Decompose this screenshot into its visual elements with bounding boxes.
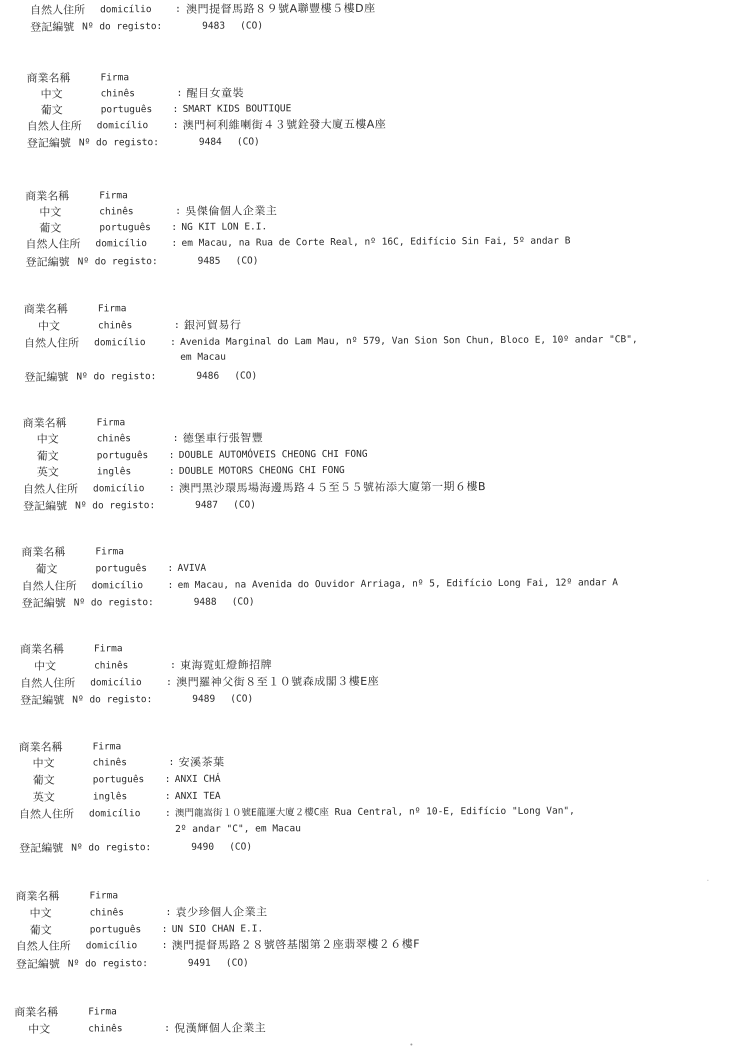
registo-code: (CO) — [229, 841, 253, 853]
firma-label-pt: Firma — [93, 643, 123, 655]
firma-label-pt: Firma — [92, 741, 122, 753]
colon: : — [172, 119, 179, 131]
firma-label-zh: 商業名稱 — [21, 545, 66, 559]
portugues-value: SMART KIDS BOUTIQUE — [182, 103, 292, 115]
firma-label-pt: Firma — [89, 890, 119, 902]
registo-code: (CO) — [233, 499, 257, 511]
colon: : — [164, 773, 171, 786]
portugues-label-zh: 葡文 — [39, 221, 62, 235]
chines-value: 醒目女童裝 — [186, 86, 245, 100]
chines-value: 德堡車行張智豐 — [182, 431, 264, 445]
chines-value: 安溪茶葉 — [178, 755, 225, 769]
portugues-label-zh: 葡文 — [36, 449, 59, 463]
registo-label-pt: Nº do registo: — [75, 500, 156, 512]
registo-label-zh: 登記編號 — [21, 596, 66, 610]
domicilio-value: em Macau, na Rua de Corte Real, nº 16C, Edifício Sin Fai, 5º andar B — [181, 235, 571, 249]
firma-label-zh: 商業名稱 — [15, 889, 60, 903]
registo-label-pt: Nº do registo: — [72, 694, 153, 706]
domicilio-label-pt: domicílio — [100, 4, 152, 16]
domicilio-label-pt: domicílio — [92, 483, 145, 495]
chines-value: 袁少珍個人企業主 — [175, 905, 268, 919]
registo-number: 9484 — [198, 136, 222, 148]
portugues-label-pt: português — [99, 222, 151, 234]
colon: : — [166, 676, 172, 688]
portugues-value: NG KIT LON E.I. — [181, 221, 268, 233]
domicilio-label-pt: domicílio — [94, 337, 146, 349]
ingles-value: DOUBLE MOTORS CHEONG CHI FONG — [178, 464, 345, 477]
registo-label-pt: Nº do registo: — [82, 21, 163, 33]
colon: : — [170, 659, 176, 671]
chines-label-pt: chinês — [92, 757, 128, 769]
domicilio-value: 澳門黑沙環馬場海邊馬路４５至５５號祐添大廈第一期６樓B — [178, 480, 487, 495]
ingles-label-pt: inglês — [96, 466, 132, 478]
colon: : — [161, 923, 168, 936]
registo-number: 9488 — [193, 596, 217, 608]
domicilio-value: 澳門羅神父街８至１０號森成閣３樓E座 — [176, 674, 380, 689]
colon: : — [167, 562, 174, 574]
scan-speck — [707, 880, 708, 881]
ingles-label-zh: 英文 — [36, 465, 59, 479]
colon: : — [172, 103, 179, 115]
firma-label-pt: Firma — [95, 546, 125, 558]
colon: : — [164, 790, 171, 803]
domicilio-value-continued: em Macau — [180, 351, 226, 363]
domicilio-value: em Macau, na Avenida do Ouvidor Arriaga, nº 5, Edifício Long Fai, 12º andar A — [177, 577, 619, 591]
domicilio-value: Avenida Marginal do Lam Mau, nº 579, Van Sion Son Chun, Bloco E, 10º andar "CB", — [180, 334, 638, 348]
ingles-label-zh: 英文 — [32, 790, 55, 804]
chines-label-zh: 中文 — [39, 205, 62, 219]
registo-label-zh: 登記編號 — [23, 499, 68, 513]
firma-label-zh: 商業名稱 — [23, 302, 68, 316]
registo-label-pt: Nº do registo: — [76, 371, 157, 383]
colon: : — [170, 336, 176, 348]
chines-label-pt: chinês — [97, 320, 133, 332]
chines-label-zh: 中文 — [34, 659, 57, 673]
registo-label-pt: Nº do registo: — [77, 256, 158, 268]
scan-speck — [410, 1044, 412, 1046]
domicilio-label-zh: 自然人住所 — [25, 237, 81, 251]
registo-label-zh: 登記編號 — [20, 693, 65, 707]
domicilio-label-pt: domicílio — [90, 677, 142, 689]
colon: : — [171, 237, 178, 249]
chines-value: 倪漢輝個人企業主 — [174, 1021, 267, 1035]
domicilio-value: 澳門柯利維喇街４３號銓發大廈五樓A座 — [182, 117, 387, 132]
firma-label-zh: 商業名稱 — [18, 740, 63, 754]
colon: : — [176, 87, 183, 99]
registo-label-zh: 登記編號 — [25, 255, 70, 269]
domicilio-label-zh: 自然人住所 — [30, 3, 86, 17]
portugues-value: UN SIO CHAN E.I. — [171, 923, 264, 935]
registo-label-pt: Nº do registo: — [71, 842, 152, 854]
colon: : — [168, 465, 175, 477]
colon: : — [164, 807, 171, 820]
domicilio-value: 澳門提督馬路８９號A聯豐樓５樓D座 — [186, 1, 376, 16]
colon: : — [168, 449, 175, 461]
chines-label-pt: chinês — [89, 907, 124, 919]
firma-label-pt: Firma — [96, 417, 126, 429]
registo-label-zh: 登記編號 — [24, 370, 69, 384]
chines-label-pt: chinês — [94, 660, 129, 672]
portugues-label-pt: português — [95, 563, 147, 575]
chines-label-zh: 中文 — [37, 319, 61, 333]
registo-number: 9490 — [191, 841, 215, 853]
domicilio-label-zh: 自然人住所 — [24, 336, 80, 350]
chines-label-zh: 中文 — [29, 906, 52, 920]
firma-label-pt: Firma — [99, 190, 128, 202]
domicilio-label-pt: domicílio — [91, 580, 144, 592]
registo-label-zh: 登記編號 — [19, 841, 64, 855]
firma-label-zh: 商業名稱 — [25, 189, 70, 203]
registo-code: (CO) — [231, 596, 255, 608]
domicilio-value-continued: 2º andar "C", em Macau — [175, 823, 301, 835]
registo-number: 9483 — [202, 20, 226, 32]
colon: : — [173, 319, 180, 331]
registo-code: (CO) — [236, 136, 260, 148]
colon: : — [168, 756, 175, 768]
firma-label-zh: 商業名稱 — [26, 71, 71, 85]
registo-number: 9487 — [195, 499, 219, 511]
registo-code: (CO) — [230, 693, 254, 705]
registo-label-zh: 登記編號 — [30, 20, 75, 34]
registo-code: (CO) — [225, 957, 249, 969]
firma-label-zh: 商業名稱 — [14, 1005, 59, 1019]
portugues-value: DOUBLE AUTOMÓVEIS CHEONG CHI FONG — [178, 448, 368, 461]
chines-value: 東海霓虹燈飾招牌 — [180, 658, 273, 672]
chines-label-zh: 中文 — [36, 432, 59, 446]
domicilio-value: 澳門龍嵩街１０號E龍運大廈２樓C座 Rua Central, nº 10-E, Edifício "Long Van", — [174, 805, 575, 819]
portugues-label-zh: 葡文 — [40, 103, 63, 117]
ingles-label-pt: inglês — [92, 791, 128, 803]
registo-label-pt: Nº do registo: — [67, 958, 149, 970]
chines-label-zh: 中文 — [32, 756, 55, 770]
domicilio-label-zh: 自然人住所 — [18, 807, 75, 821]
domicilio-label-pt: domicílio — [95, 238, 148, 250]
colon: : — [175, 3, 181, 15]
firma-label-zh: 商業名稱 — [19, 642, 65, 656]
colon: : — [167, 579, 174, 591]
colon: : — [164, 1022, 171, 1035]
colon: : — [171, 221, 178, 233]
registo-code: (CO) — [234, 370, 258, 382]
domicilio-label-pt: domicílio — [85, 940, 138, 952]
firma-label-pt: Firma — [88, 1006, 117, 1018]
chines-value: 銀河貿易行 — [183, 318, 242, 332]
colon: : — [168, 482, 175, 494]
colon: : — [161, 939, 168, 952]
registo-label-zh: 登記編號 — [15, 957, 60, 971]
portugues-label-zh: 葡文 — [32, 773, 55, 787]
portugues-label-pt: português — [89, 924, 142, 936]
registo-code: (CO) — [235, 255, 259, 267]
chines-label-pt: chinês — [100, 88, 135, 100]
domicilio-label-zh: 自然人住所 — [21, 579, 77, 593]
registo-number: 9486 — [196, 370, 220, 382]
chines-label-pt: chinês — [88, 1023, 123, 1035]
registo-label-pt: Nº do registo: — [78, 137, 159, 149]
registo-label-zh: 登記編號 — [26, 136, 71, 150]
portugues-label-pt: português — [100, 104, 153, 116]
portugues-value: AVIVA — [177, 562, 207, 574]
chines-label-zh: 中文 — [28, 1022, 51, 1036]
colon: : — [175, 205, 182, 217]
registo-code: (CO) — [240, 20, 264, 32]
registo-label-pt: Nº do registo: — [73, 597, 154, 609]
chines-label-pt: chinês — [99, 206, 134, 218]
colon: : — [165, 906, 172, 919]
portugues-label-zh: 葡文 — [29, 923, 52, 937]
domicilio-label-zh: 自然人住所 — [15, 939, 71, 953]
domicilio-label-zh: 自然人住所 — [26, 119, 82, 133]
registo-number: 9489 — [192, 693, 216, 705]
domicilio-label-zh: 自然人住所 — [20, 676, 76, 690]
firma-label-zh: 商業名稱 — [22, 416, 67, 430]
portugues-value: ANXI CHÁ — [174, 773, 221, 785]
chines-label-zh: 中文 — [40, 87, 63, 101]
chines-value: 吳傑倫個人企業主 — [185, 204, 278, 218]
domicilio-value: 澳門提督馬路２８號啓基閣第２座翡翠樓２６樓F — [171, 937, 421, 952]
domicilio-label-zh: 自然人住所 — [22, 482, 79, 496]
registo-number: 9485 — [197, 255, 221, 267]
colon: : — [172, 432, 179, 444]
ingles-value: ANXI TEA — [174, 790, 221, 802]
portugues-label-pt: português — [92, 774, 145, 786]
portugues-label-zh: 葡文 — [35, 562, 58, 576]
registo-number: 9491 — [187, 957, 211, 969]
domicilio-label-pt: domicílio — [88, 808, 141, 820]
portugues-label-pt: português — [96, 450, 149, 462]
firma-label-pt: Firma — [97, 303, 127, 315]
chines-label-pt: chinês — [96, 433, 132, 445]
firma-label-pt: Firma — [100, 72, 130, 84]
domicilio-label-pt: domicílio — [96, 120, 149, 132]
